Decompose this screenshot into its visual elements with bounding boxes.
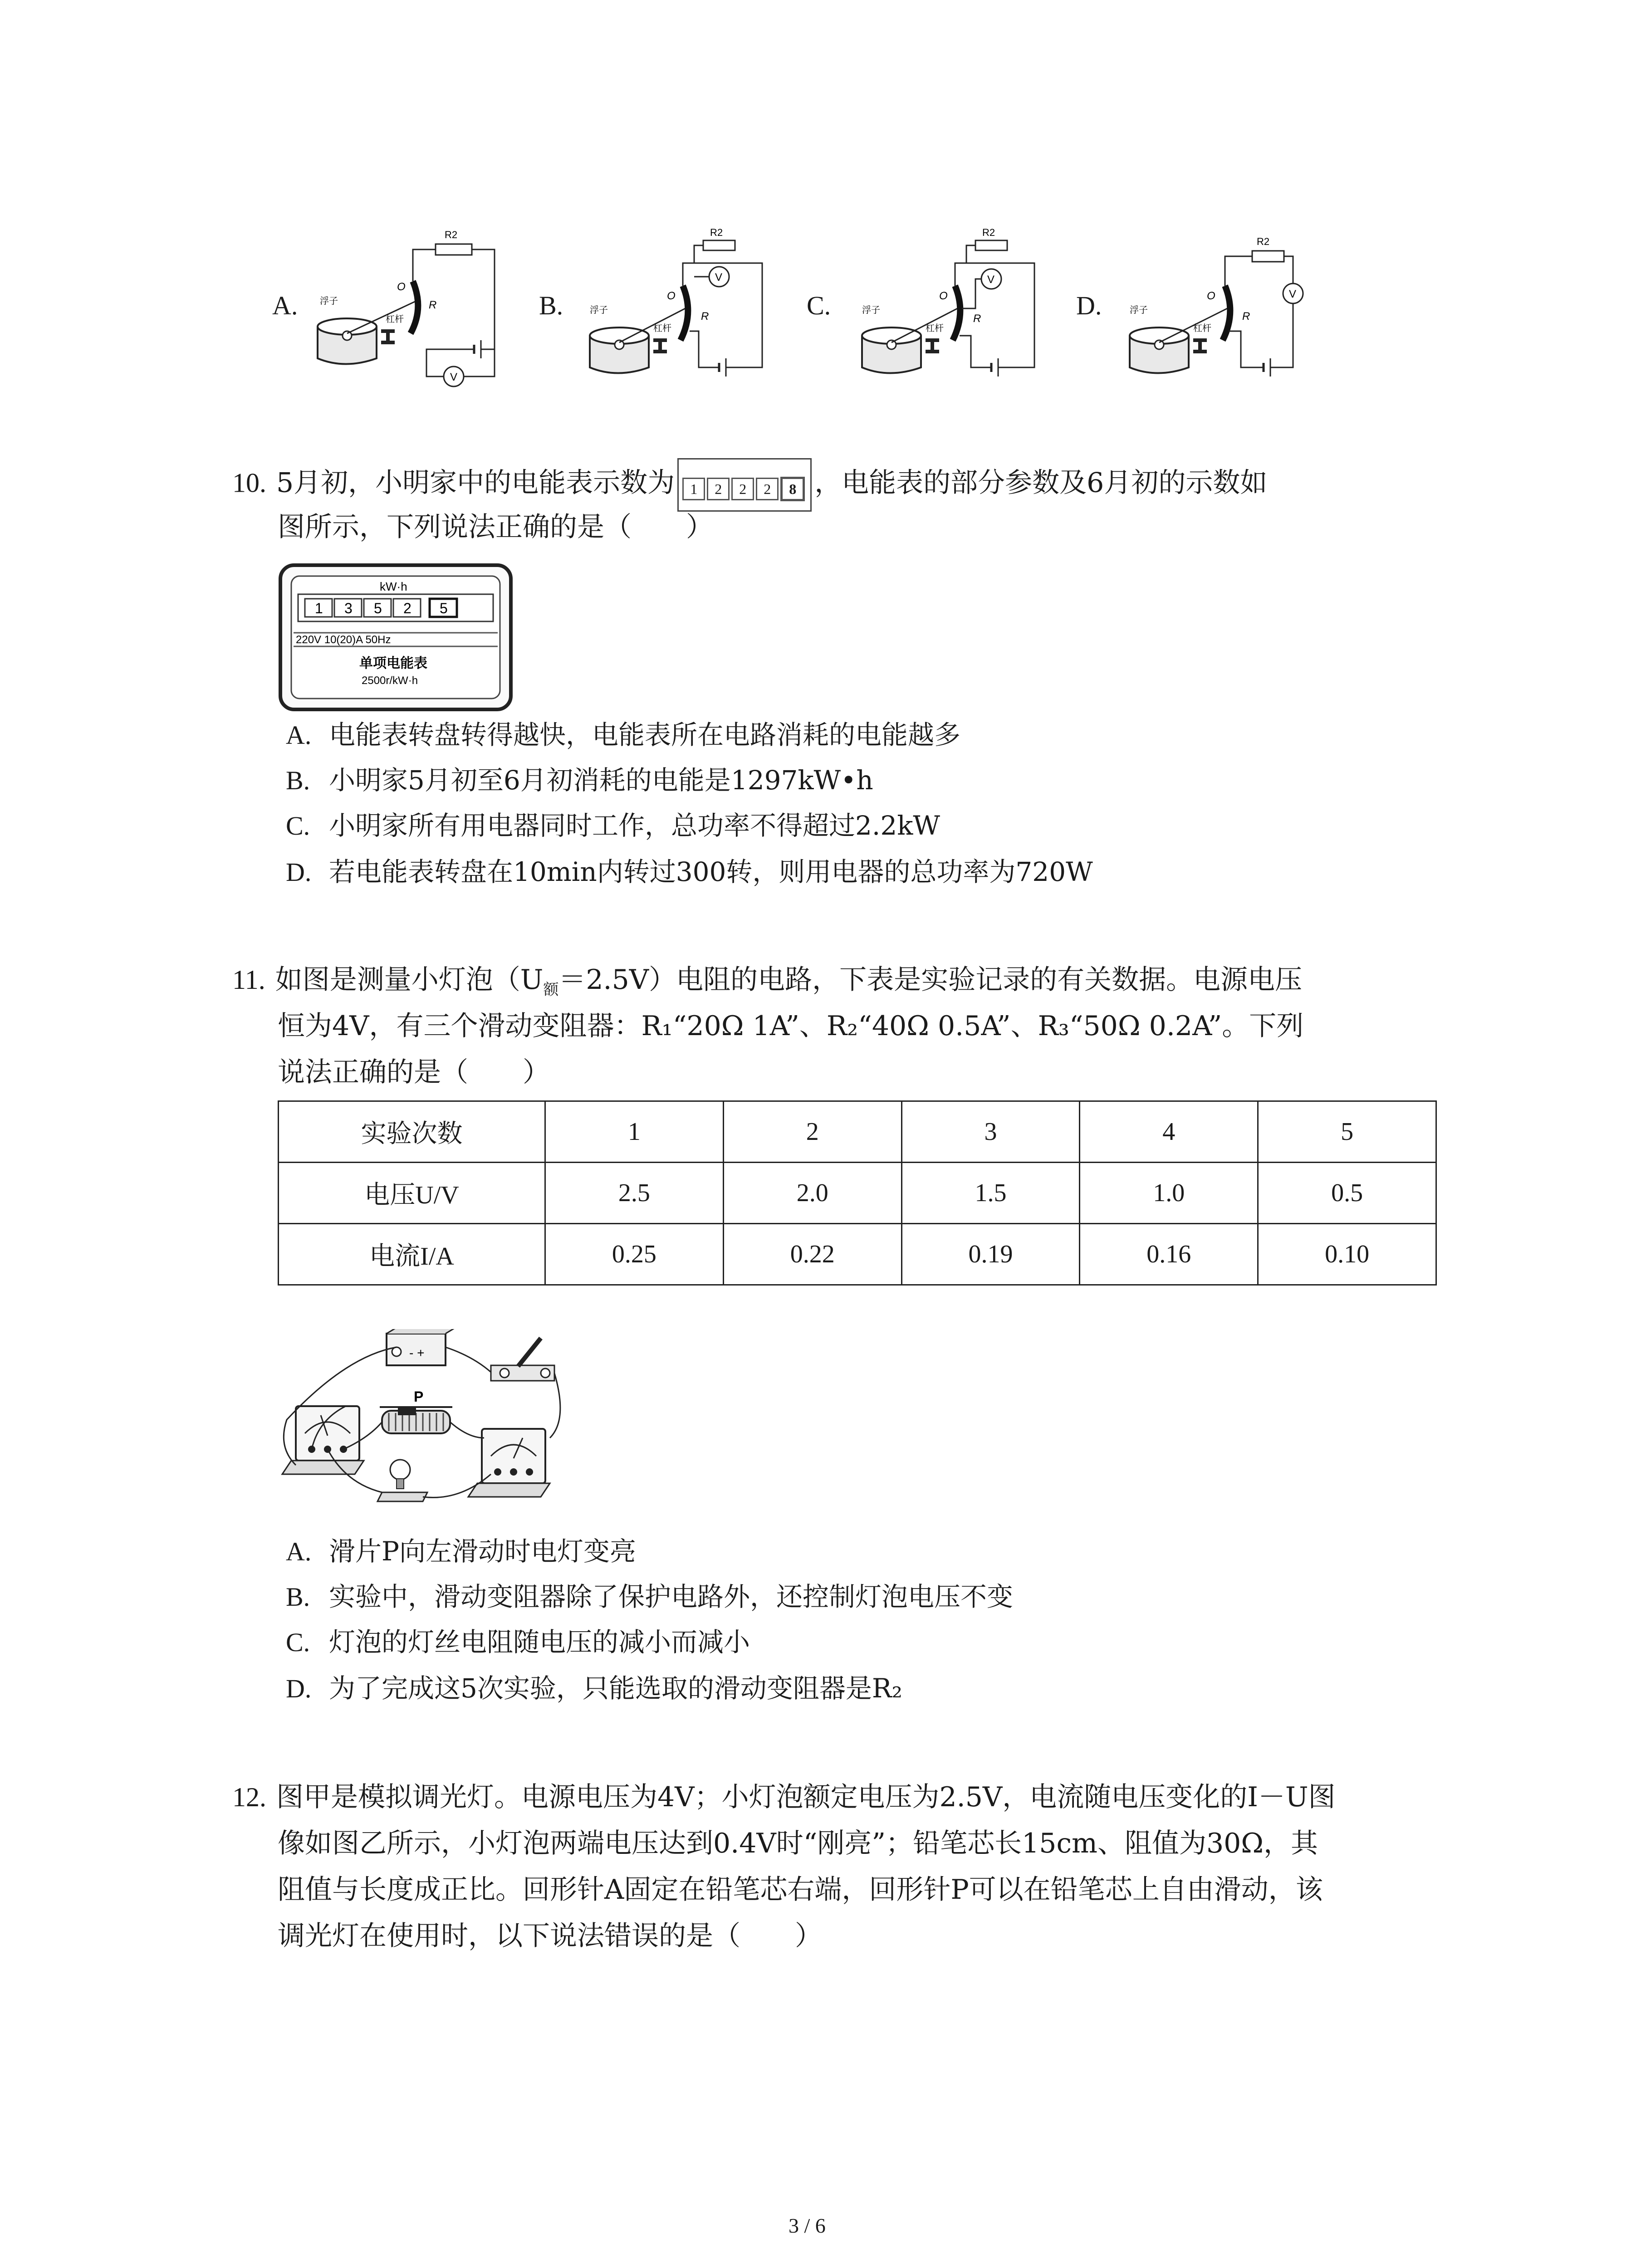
q10-digit: 2 — [731, 478, 754, 500]
table-row — [279, 1163, 1436, 1224]
q9-a-meter-label: V — [450, 371, 458, 383]
q12-number: 12. — [232, 1782, 266, 1812]
q10-meter-digit: 5 — [374, 600, 382, 616]
table-cell: 1.5 — [901, 1163, 1080, 1224]
q10-option-c-letter: C. — [286, 811, 310, 841]
table-cell: 0.25 — [545, 1224, 724, 1285]
q11-option-c-text: 灯泡的灯丝电阻随电压的减小而减小 — [329, 1627, 750, 1657]
q10-option-d — [286, 849, 1093, 895]
q10-meter-unit: kW·h — [380, 580, 407, 593]
q9-a-r2-label: R2 — [445, 229, 458, 240]
q11-option-d-text: 为了完成这5次实验，只能选取的滑动变阻器是R₂ — [329, 1673, 902, 1704]
q10-option-c-text: 小明家所有用电器同时工作，总功率不得超过2.2kW — [329, 810, 941, 841]
q11-slider-p-label: P — [414, 1388, 424, 1405]
q10-option-b — [286, 758, 873, 803]
q11-option-d — [286, 1666, 902, 1711]
q10-meter-rev: 2500r/kW·h — [362, 675, 418, 687]
q9-b-r2-label: R2 — [710, 227, 723, 238]
q10-option-a-letter: A. — [286, 720, 312, 750]
q9-c-lever-label: 杠杆 — [926, 323, 944, 333]
table-header-cell: 实验次数 — [279, 1101, 545, 1163]
q9-d-float-label: 浮子 — [1130, 305, 1148, 315]
q10-option-b-letter: B. — [286, 766, 310, 795]
q9-option-d-letter: D. — [1076, 291, 1102, 320]
q9-circuit-c — [853, 222, 1043, 399]
q9-a-r-label: R — [429, 299, 437, 311]
q11-option-c — [286, 1619, 750, 1665]
table-cell: 0.22 — [723, 1224, 901, 1285]
table-cell: 2.0 — [723, 1163, 901, 1224]
table-cell: 电流I/A — [279, 1224, 545, 1285]
q11-option-a-text: 滑片P向左滑动时电灯变亮 — [329, 1536, 637, 1567]
q11-option-a — [286, 1529, 636, 1574]
q11-line-3: 说法正确的是（ ） — [278, 1056, 550, 1088]
q10-line1-a: 5月初，小明家中的电能表示数为 — [276, 467, 675, 499]
q10-reading-digits — [677, 458, 812, 512]
q9-c-meter-label: V — [987, 274, 995, 286]
table-cell: 2.5 — [545, 1163, 724, 1224]
q9-d-o-label: O — [1207, 290, 1215, 302]
q11-line1-a: 如图是测量小灯泡（U — [275, 964, 544, 996]
q11-option-b-text: 实验中，滑动变阻器除了保护电路外，还控制灯泡电压不变 — [329, 1581, 1014, 1612]
page-number: 3 / 6 — [789, 2214, 826, 2237]
table-header-row — [279, 1101, 1436, 1163]
q10-line1-b: ，电能表的部分参数及6月初的示数如 — [814, 467, 1268, 499]
q9-b-float-label: 浮子 — [590, 305, 608, 315]
q10-option-d-text: 若电能表转盘在10min内转过300转，则用电器的总功率为720W — [329, 856, 1093, 887]
q9-circuit-a — [309, 213, 535, 404]
q12-line-1 — [232, 1774, 1336, 1820]
q10-meter-name: 单项电能表 — [359, 656, 427, 671]
q9-c-r2-label: R2 — [982, 227, 995, 238]
q10-digit: 2 — [707, 478, 730, 500]
q9-c-float-label: 浮子 — [862, 305, 880, 315]
q10-option-b-text: 小明家5月初至6月初消耗的电能是1297kW•h — [329, 765, 873, 796]
q10-meter-digit: 3 — [344, 600, 353, 616]
q10-digit: 1 — [682, 478, 705, 500]
q9-d-meter-label: V — [1289, 288, 1297, 300]
q11-line1-b: ＝2.5V）电阻的电路，下表是实验记录的有关数据。电源电压 — [558, 964, 1303, 996]
q10-meter-digit: 5 — [440, 600, 448, 616]
q10-number: 10. — [232, 468, 266, 498]
q10-option-a — [286, 712, 960, 758]
q10-digit-decimal: 8 — [780, 477, 805, 501]
table-header-cell: 4 — [1080, 1101, 1258, 1163]
q10-meter-digit: 1 — [315, 600, 323, 616]
table-cell: 0.16 — [1080, 1224, 1258, 1285]
q12-line-3: 阻值与长度成正比。回形针A固定在铅笔芯右端，回形针P可以在铅笔芯上自由滑动，该 — [278, 1874, 1323, 1906]
table-cell: 电压U/V — [279, 1163, 545, 1224]
table-row — [279, 1224, 1436, 1285]
q11-option-c-letter: C. — [286, 1628, 310, 1657]
q10-option-a-text: 电能表转盘转得越快，电能表所在电路消耗的电能越多 — [329, 719, 961, 750]
q11-circuit-image — [278, 1329, 568, 1520]
q9-d-r2-label: R2 — [1257, 236, 1270, 247]
q10-electric-meter-image — [278, 562, 514, 712]
table-header-cell: 5 — [1258, 1101, 1436, 1163]
q9-b-meter-label: V — [715, 271, 723, 284]
q9-a-o-label: O — [397, 281, 406, 293]
q11-option-d-letter: D. — [286, 1674, 312, 1703]
table-cell: 0.5 — [1258, 1163, 1436, 1224]
q11-option-b — [286, 1574, 1013, 1620]
q10-digit: 2 — [756, 478, 779, 500]
q12-line-2: 像如图乙所示，小灯泡两端电压达到0.4V时“刚亮”；铅笔芯长15cm、阻值为30Ω，其 — [278, 1828, 1318, 1859]
q11-option-a-letter: A. — [286, 1537, 312, 1566]
q10-line-2: 图所示，下列说法正确的是（ ） — [278, 511, 713, 543]
q11-number: 11. — [232, 965, 265, 995]
q10-meter-digit: 2 — [403, 600, 411, 616]
q11-data-table — [278, 1100, 1437, 1286]
q12-line-4: 调光灯在使用时，以下说法错误的是（ ） — [278, 1920, 822, 1952]
table-cell: 0.10 — [1258, 1224, 1436, 1285]
q9-option-a-letter: A. — [272, 291, 298, 320]
q10-option-c — [286, 803, 940, 849]
q11-line-2: 恒为4V，有三个滑动变阻器：R₁“20Ω 1A”、R₂“40Ω 0.5A”、R₃“50Ω 0.2A”。下列 — [278, 1010, 1304, 1042]
q9-b-o-label: O — [667, 290, 676, 302]
q9-a-float-label: 浮子 — [320, 296, 338, 306]
table-header-cell: 1 — [545, 1101, 724, 1163]
q9-a-lever-label: 杠杆 — [386, 314, 404, 324]
q9-d-lever-label: 杠杆 — [1193, 323, 1211, 333]
q9-c-o-label: O — [939, 290, 948, 302]
q10-line-1 — [232, 458, 1267, 512]
q9-b-lever-label: 杠杆 — [653, 323, 671, 333]
q9-c-r-label: R — [973, 313, 981, 325]
q12-line1-text: 图甲是模拟调光灯。电源电压为4V；小灯泡额定电压为2.5V，电流随电压变化的I－U图 — [276, 1781, 1336, 1813]
table-header-cell: 2 — [723, 1101, 901, 1163]
q9-option-c-letter: C. — [807, 291, 831, 320]
q11-option-b-letter: B. — [286, 1582, 310, 1612]
q9-b-r-label: R — [701, 310, 709, 323]
q9-d-r-label: R — [1242, 310, 1250, 323]
q10-meter-spec: 220V 10(20)A 50Hz — [296, 634, 391, 646]
table-cell: 1.0 — [1080, 1163, 1258, 1224]
svg-text:- +: - + — [409, 1346, 425, 1360]
q11-line1-sub: 额 — [543, 981, 559, 999]
q9-circuit-b — [581, 222, 771, 399]
q9-option-b-letter: B. — [539, 291, 563, 320]
table-header-cell: 3 — [901, 1101, 1080, 1163]
q10-option-d-letter: D. — [286, 857, 312, 887]
table-cell: 0.19 — [901, 1224, 1080, 1285]
q9-circuit-d — [1121, 222, 1311, 399]
